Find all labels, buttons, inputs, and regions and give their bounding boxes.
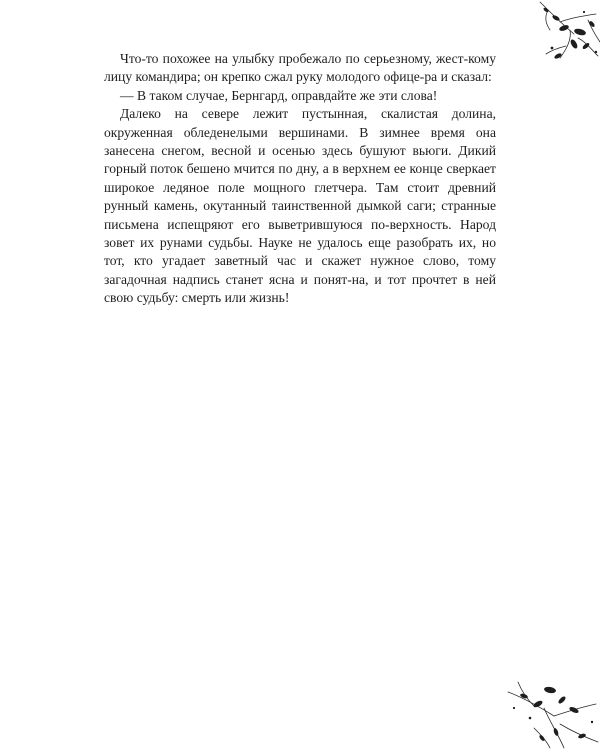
paragraph: Далеко на севере лежит пустынная, скалистая долина, окруженная обледенелыми вершинами. В зимнее время она занесена снегом, весной и осенью здесь бушуют вьюги. Дикий горный поток бешено мчится по дну, а в верхнем ее конце сверкает широкое ледяное поле мощного глетчера. Там стоит древний рунный камень, окутанный таинственной дымкой саги; странные письмена испещряют его выветрившуюся по-верхность. Народ зовет их рунами судьбы. Науке не удалось еще разобрать их, но тот, кто угадает заветный час и скажет нужное слово, тому загадочная надпись станет ясна и понят-на, и тот прочтет в ней свою судьбу: смерть или жизнь!: [104, 106, 496, 306]
paragraph: — В таком случае, Бернгард, оправдайте же эти слова!: [120, 87, 438, 103]
paragraph: Что-то похожее на улыбку пробежало по серьезному, жест-кому лицу командира; он крепко сжал руку молодого офице-ра и сказал:: [104, 51, 496, 85]
body-text: [104, 50, 496, 308]
floral-ornament-bottom-icon: [504, 678, 600, 750]
floral-ornament-top-icon: [500, 0, 600, 80]
